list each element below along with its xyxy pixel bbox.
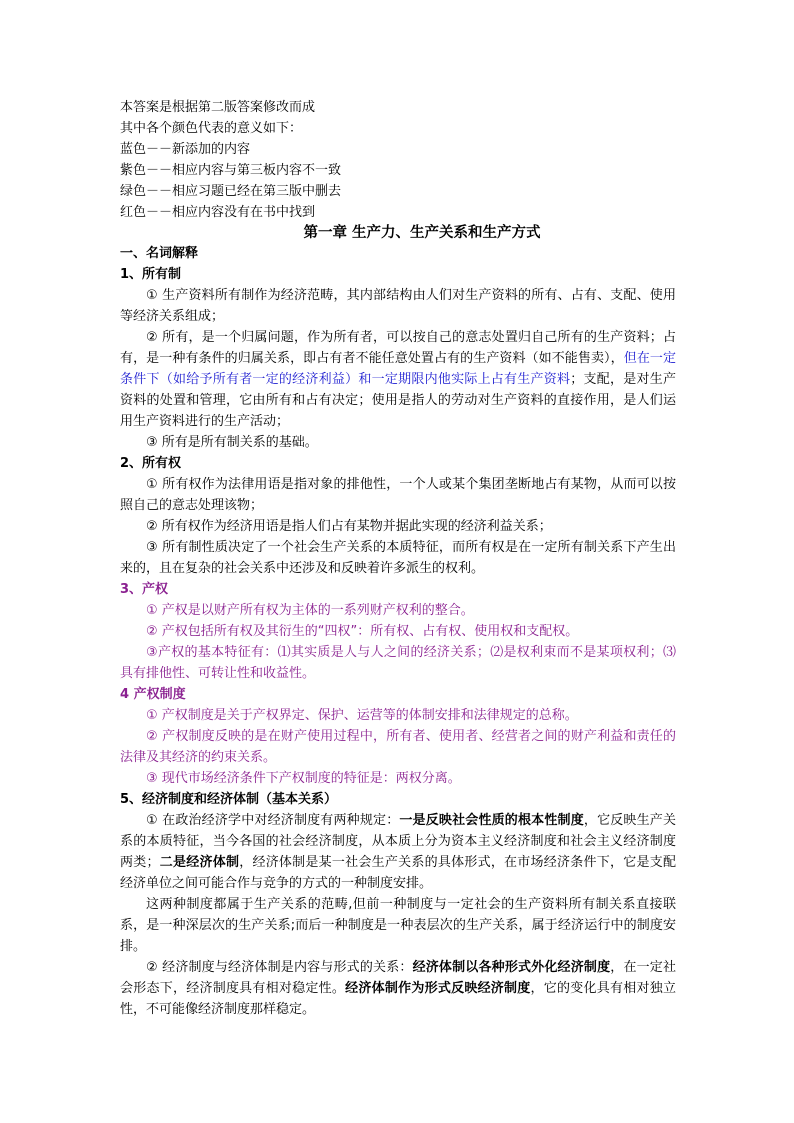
paragraph: ① 所有权作为法律用语是指对象的排他性，一个人或某个集团垄断地占有某物，从而可以按照自己的意志处理该物； — [120, 477, 676, 513]
chapter-title: 第一章 生产力、生产关系和生产方式 — [303, 225, 541, 241]
blue-text-run: 但在一定条件下（如给予所有者一定的经济利益）和一定期限内他实际上占有生产资料 — [120, 351, 676, 387]
term-heading-economic-system: 5、经济制度和经济体制（基本关系） — [120, 792, 338, 807]
paragraph: ③ 所有是所有制关系的基础。 — [146, 435, 318, 450]
text-run: ，在一定社会形态下，经济制度具有相对稳定性。 — [120, 960, 676, 996]
text-run: ① 在政治经济学中对经济制度有两种规定： — [146, 813, 400, 828]
paragraph — [120, 327, 676, 432]
bold-text-run: 经济体制以各种形式外化经济制度 — [412, 960, 611, 975]
text-run: ② 所有，是一个归属问题，作为所有者，可以按自己的意志处置归自己所有的生产资料；占有，是一种有条件的归属关系，即占有者不能任意处置占有的生产资料（如不能售卖）， — [120, 330, 676, 366]
paragraph: ③产权的基本特征有：⑴其实质是人与人之间的经济关系；⑵是权利束而不是某项权利；⑶ 具有排他性、可转让性和收益性。 — [120, 645, 676, 681]
legend-purple: 紫色－－相应内容与第三板内容不一致 — [120, 163, 342, 178]
text-run: ；支配，是对生产资料的处置和管理，它由所有和占有决定；使用是指人的劳动对生产资料的直接作用，是人们运用生产资料进行的生产活动； — [120, 372, 676, 429]
paragraph: ② 产权制度反映的是在财产使用过程中，所有者、使用者、经营者之间的财产利益和责任的法律及其经济的约束关系。 — [120, 729, 676, 765]
text-run: ，经济体制是某一社会生产关系的具体形式，在市场经济条件下，它是支配经济单位之间可能合作与竞争的方式的一种制度安排。 — [120, 855, 676, 891]
paragraph: ③ 所有制性质决定了一个社会生产关系的本质特征，而所有权是在一定所有制关系下产生出来的，且在复杂的社会关系中还涉及和反映着许多派生的权利。 — [120, 540, 676, 576]
legend-explain: 其中各个颜色代表的意义如下： — [120, 121, 303, 136]
paragraph: ① 产权是以财产所有权为主体的一系列财产权利的整合。 — [146, 603, 474, 618]
bold-text-run: 一是反映社会性质的根本性制度 — [399, 813, 584, 828]
bold-text-run: 二是经济体制 — [159, 855, 240, 870]
term-heading-ownership-right: 2、所有权 — [120, 456, 182, 471]
term-heading-property-system: 4 产权制度 — [120, 687, 186, 702]
legend-blue: 蓝色－－新添加的内容 — [120, 142, 251, 157]
text-run: ，它的变化具有相对独立性，不可能像经济制度那样稳定。 — [120, 981, 676, 1017]
paragraph: ① 生产资料所有制作为经济范畴，其内部结构由人们对生产资料的所有、占有、支配、使用等经济关系组成； — [120, 288, 676, 324]
document-page — [120, 97, 676, 1020]
legend-intro: 本答案是根据第二版答案修改而成 — [120, 100, 316, 115]
legend-green: 绿色－－相应习题已经在第三版中删去 — [120, 184, 342, 199]
legend-red: 红色－－相应内容没有在书中找到 — [120, 205, 316, 220]
paragraph: ② 产权包括所有权及其衍生的“四权”：所有权、占有权、使用权和支配权。 — [146, 624, 579, 639]
paragraph — [120, 810, 676, 894]
bold-text-run: 经济体制作为形式反映经济制度 — [345, 981, 531, 996]
paragraph: ② 所有权作为经济用语是指人们占有某物并据此实现的经济利益关系； — [146, 519, 552, 534]
term-heading-property-right: 3、产权 — [120, 582, 169, 597]
paragraph: ① 产权制度是关于产权界定、保护、运营等的体制安排和法律规定的总称。 — [146, 708, 578, 723]
text-run: ② 经济制度与经济体制是内容与形式的关系： — [146, 960, 413, 975]
section-heading: 一、名词解释 — [120, 246, 199, 261]
term-heading-ownership-system: 1、所有制 — [120, 267, 182, 282]
text-run: ，它反映生产关系的本质特征，当今各国的社会经济制度，从本质上分为资本主义经济制度和社会主义经济制度两类； — [120, 813, 676, 870]
paragraph: ③ 现代市场经济条件下产权制度的特征是：两权分离。 — [146, 771, 461, 786]
paragraph: 这两种制度都属于生产关系的范畴,但前一种制度与一定社会的生产资料所有制关系直接联系，是一种深层次的生产关系;而后一种制度是一种表层次的生产关系，属于经济运行中的制度安排。 — [120, 897, 676, 954]
paragraph — [120, 957, 676, 1020]
